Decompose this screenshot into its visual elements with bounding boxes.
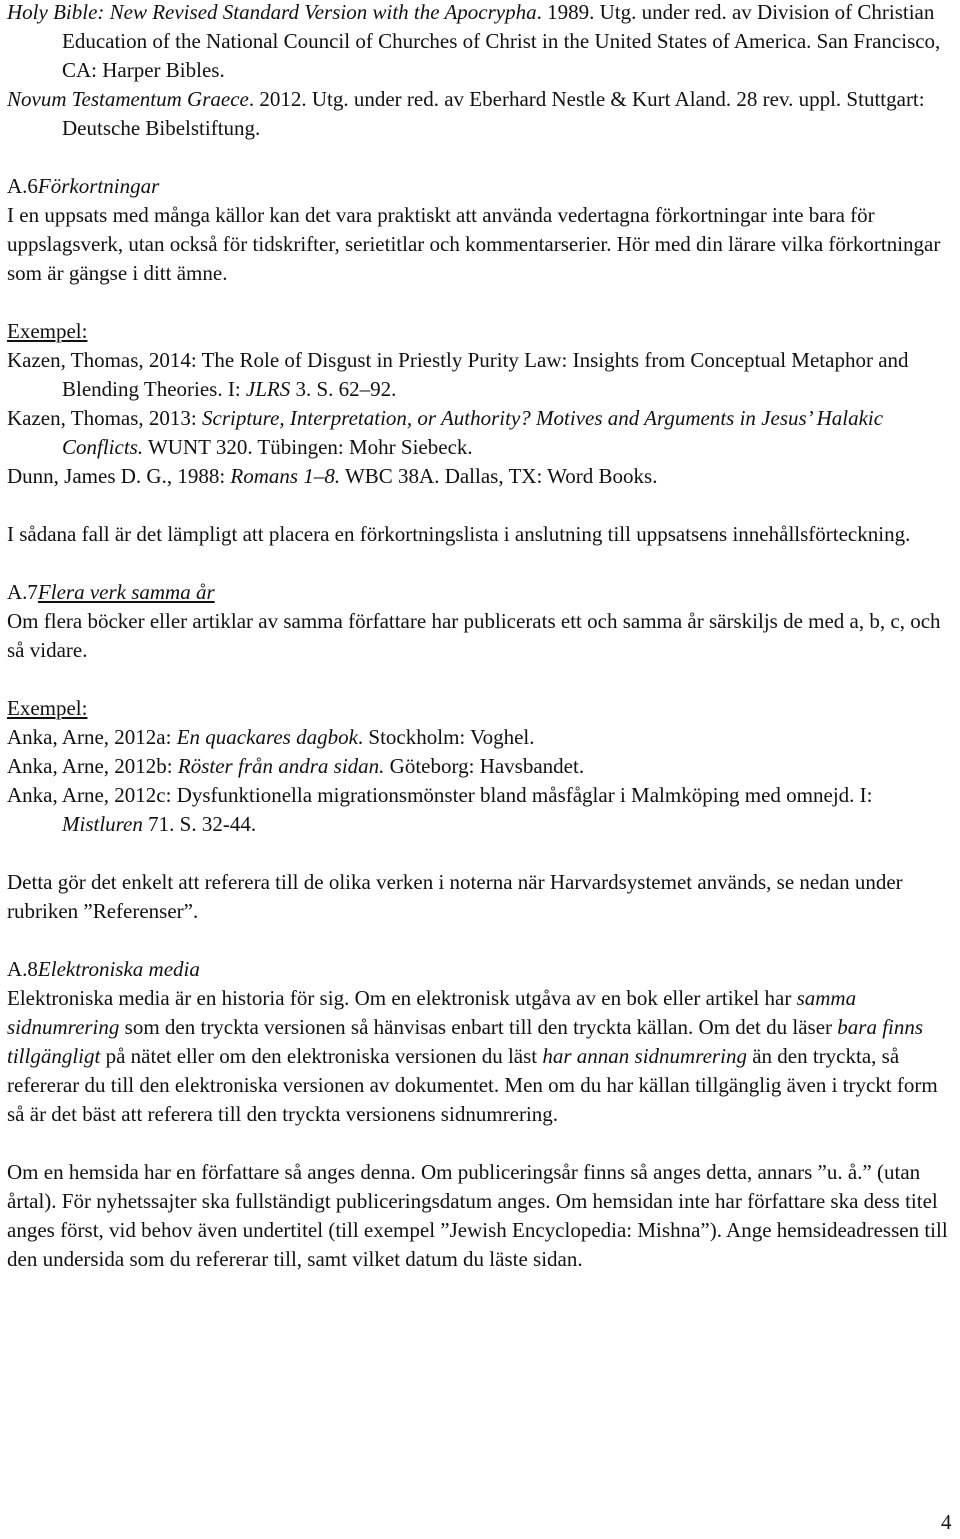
spacer — [7, 143, 953, 172]
paragraph-emphasis: samma sidnumrering — [7, 986, 857, 1039]
example-reference — [7, 752, 953, 781]
reference-details: . 1989. Utg. under red. av Division of Christian Education of the National Council of Churches of Christ in the United States of America. San Francisco, CA: Harper Bibles. — [62, 0, 941, 82]
paragraph-text: än den tryckta, så refererar du till den elektroniska versionen av dokumentet. Men om du har källan tillgänglig även i tryckt form så är det bäst att referera till den tryckta versionens sidnumrering. — [7, 1044, 938, 1126]
ref-text: WBC 38A. Dallas, TX: Word Books. — [340, 464, 658, 488]
section-heading-a6 — [7, 172, 953, 201]
ref-text: WUNT 320. Tübingen: Mohr Siebeck. — [143, 435, 473, 459]
section-paragraph: Detta gör det enkelt att referera till de olika verken i noterna när Harvardsystemet används, se nedan under rubriken ”Referenser”. — [7, 870, 903, 923]
reference-details: . 2012. Utg. under red. av Eberhard Nestle & Kurt Aland. 28 rev. uppl. Stuttgart: Deutsche Bibelstiftung. — [62, 87, 925, 140]
example-reference — [7, 346, 953, 404]
ref-text: Kazen, Thomas, 2013: — [7, 406, 202, 430]
example-reference — [7, 462, 953, 491]
reference-entry — [7, 0, 953, 85]
section-paragraph: Om en hemsida har en författare så anges denna. Om publiceringsår finns så anges detta, annars ”u. å.” (utan årtal). För nyhetssajter ska fullständigt publiceringsdatum anges. Om hemsidan inte har författare ska dess titel anges först, vid behov även undertitel (till exempel ”Jewish Encyclopedia: Mishna”). Ange hemsideadressen till den undersida som du refererar till, samt vilket datum du läste sidan. — [7, 1160, 948, 1271]
section-number: A.8 — [7, 957, 38, 981]
example-label: Exempel: — [7, 319, 88, 343]
ref-italic: Romans 1–8. — [230, 464, 341, 488]
ref-italic: Mistluren — [62, 812, 143, 836]
ref-italic: Röster från andra sidan. — [177, 754, 385, 778]
paragraph-emphasis: bara finns tillgängligt — [7, 1015, 924, 1068]
reference-title: Holy Bible: New Revised Standard Version with the Apocrypha — [7, 0, 537, 24]
ref-text: Göteborg: Havsbandet. — [384, 754, 585, 778]
spacer — [7, 549, 953, 578]
spacer — [7, 926, 953, 955]
document-page — [7, 0, 953, 1274]
ref-italic: En quackares dagbok — [176, 725, 358, 749]
section-paragraph: I sådana fall är det lämpligt att placera en förkortningslista i anslutning till uppsatsens innehållsförteckning. — [7, 522, 911, 546]
spacer — [7, 1129, 953, 1158]
spacer — [7, 839, 953, 868]
ref-text: Anka, Arne, 2012c: Dysfunktionella migrationsmönster bland måsfåglar i Malmköping med omnejd. I: — [7, 783, 873, 807]
example-label: Exempel: — [7, 696, 88, 720]
example-reference — [7, 781, 953, 839]
section-title: Elektroniska media — [37, 957, 200, 981]
paragraph-emphasis: har annan sidnumrering — [542, 1044, 747, 1068]
example-reference — [7, 404, 953, 462]
section-paragraph: Om flera böcker eller artiklar av samma författare har publicerats ett och samma år särskiljs de med a, b, c, och så vidare. — [7, 609, 941, 662]
ref-italic: JLRS — [245, 377, 291, 401]
section-title: Flera verk samma år — [37, 580, 215, 604]
spacer — [7, 665, 953, 694]
reference-title: Novum Testamentum Graece — [7, 87, 249, 111]
section-number: A.7 — [7, 580, 38, 604]
spacer — [7, 491, 953, 520]
ref-text: . Stockholm: Voghel. — [357, 725, 535, 749]
paragraph-text: på nätet eller om den elektroniska versionen du läst — [100, 1044, 543, 1068]
ref-text: Anka, Arne, 2012a: — [7, 725, 177, 749]
paragraph-text: Elektroniska media är en historia för sig. Om en elektronisk utgåva av en bok eller artikel har — [7, 986, 797, 1010]
ref-text: Anka, Arne, 2012b: — [7, 754, 178, 778]
section-heading-a8 — [7, 955, 953, 984]
ref-italic: Scripture, Interpretation, or Authority? Motives and Arguments in Jesus’ Halakic Conflicts. — [62, 406, 884, 459]
example-reference — [7, 723, 953, 752]
reference-entry — [7, 85, 953, 143]
ref-text: 3. S. 62–92. — [290, 377, 397, 401]
ref-text: 71. S. 32-44. — [142, 812, 257, 836]
ref-text: Kazen, Thomas, 2014: The Role of Disgust in Priestly Purity Law: Insights from Conceptual Metaphor and Blending Theories. I: — [7, 348, 909, 401]
spacer — [7, 288, 953, 317]
section-heading-a7 — [7, 578, 953, 607]
paragraph-text: som den tryckta versionen så hänvisas enbart till den tryckta källan. Om det du läser — [119, 1015, 838, 1039]
section-title: Förkortningar — [37, 174, 160, 198]
ref-text: Dunn, James D. G., 1988: — [7, 464, 231, 488]
section-number: A.6 — [7, 174, 38, 198]
section-paragraph — [7, 984, 953, 1129]
page-number: 4 — [941, 1510, 952, 1534]
section-paragraph: I en uppsats med många källor kan det vara praktiskt att använda vedertagna förkortningar inte bara för uppslagsverk, utan också för tidskrifter, serietitlar och kommentarserier. Hör med din lärare vilka förkortningar som är gängse i ditt ämne. — [7, 203, 941, 285]
